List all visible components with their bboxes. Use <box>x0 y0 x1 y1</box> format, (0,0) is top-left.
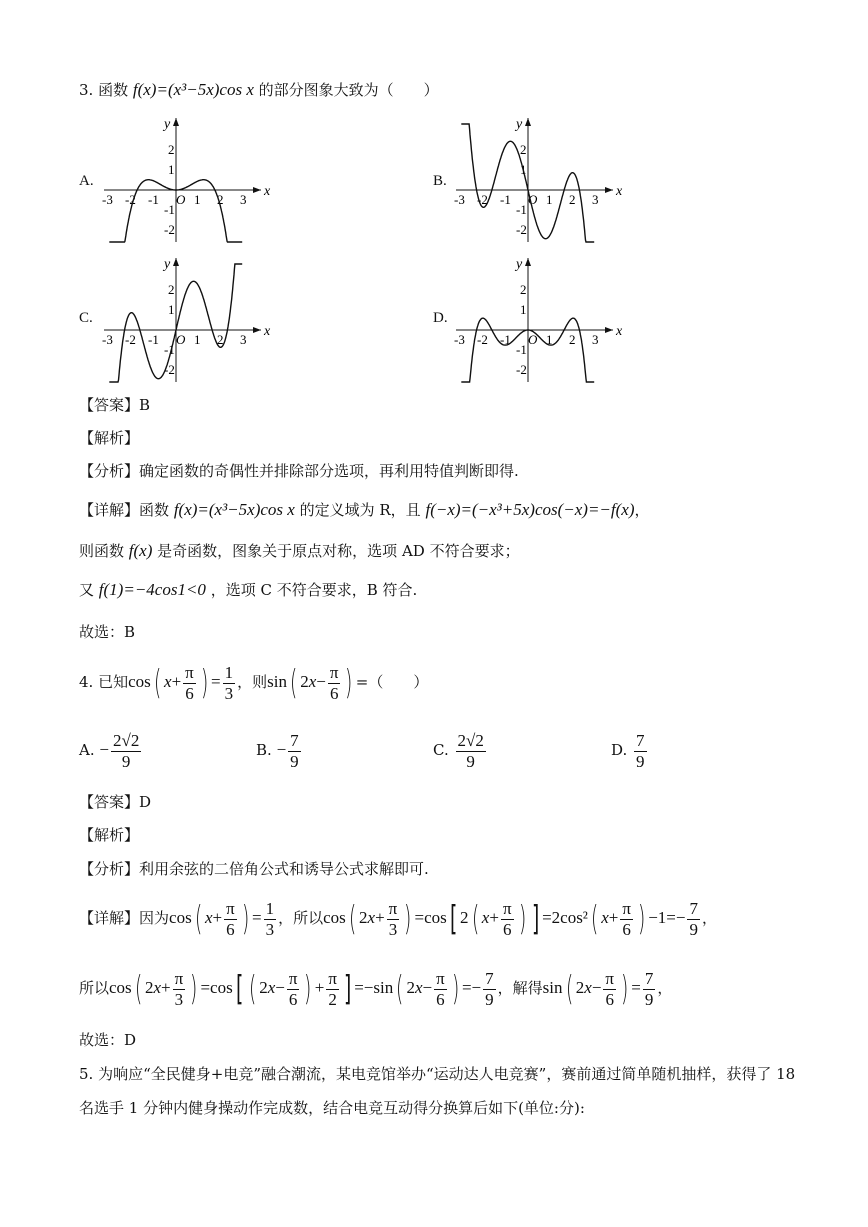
x-tick-label: 3 <box>592 192 599 207</box>
q3-detail1-c: ， <box>634 501 650 519</box>
q3-answer <box>79 395 150 415</box>
q4-answer-value: D <box>139 793 152 811</box>
q3-answer-value: B <box>139 396 151 414</box>
q4-fenxi-tag: 【分析】 <box>79 860 140 878</box>
q4-detail-tag: 【详解】 <box>79 909 140 927</box>
q3-option-c-graph[interactable] <box>96 252 276 387</box>
y-tick-label: -1 <box>164 342 175 357</box>
x-tick-label: -3 <box>102 192 113 207</box>
q3-option-c-label: C. <box>79 310 93 326</box>
x-tick-label: 3 <box>592 332 599 347</box>
q3-detail-3 <box>79 580 417 600</box>
x-tick-label: 2 <box>569 332 576 347</box>
q3-detail-tag: 【详解】 <box>79 501 140 519</box>
y-tick-label: -2 <box>164 222 175 237</box>
q4-option-c-num: 2√2 <box>457 730 484 750</box>
y-tick-label: 1 <box>520 302 527 317</box>
q4-stem-prefix: 4. 已知 <box>79 673 129 691</box>
x-tick-label: 2 <box>217 192 224 207</box>
q3-detail3-formula: f(1)=−4cos1<0 <box>98 580 206 599</box>
x-tick-label: 3 <box>240 192 247 207</box>
q4-option-b-sign: − <box>276 740 287 759</box>
q4-fenxi <box>79 859 429 879</box>
y-tick-label: -1 <box>516 342 527 357</box>
x-tick-label: 1 <box>546 332 553 347</box>
x-tick-label: -3 <box>102 332 113 347</box>
q4-option-c-den: 9 <box>466 751 475 771</box>
q3-answer-tag: 【答案】 <box>79 396 140 414</box>
y-tick-label: 2 <box>520 142 527 157</box>
q4-option-a[interactable] <box>79 730 143 772</box>
q4-option-b-label: B. <box>256 741 272 759</box>
q4-option-b[interactable] <box>256 730 303 772</box>
q3-fenxi-tag: 【分析】 <box>79 462 140 480</box>
x-tick-label: O <box>528 192 538 207</box>
q3-detail3-b: ，选项 C 不符合要求，B 符合. <box>210 581 418 599</box>
x-tick-label: -3 <box>454 332 465 347</box>
x-tick-label: O <box>176 332 186 347</box>
x-arrow-icon <box>605 187 613 193</box>
q3-detail1-b: 的定义域为 R，且 <box>299 501 421 519</box>
x-arrow-icon <box>253 187 261 193</box>
q4-option-d-num: 7 <box>636 730 645 750</box>
q4-option-a-den: 9 <box>121 751 131 771</box>
y-axis-label: y <box>164 257 171 272</box>
q4-stem-mid: ，则 <box>237 673 268 691</box>
y-tick-label: -1 <box>516 202 527 217</box>
y-arrow-icon <box>173 258 179 266</box>
q3-stem-formula: f(x)=(x³−5x)cos x <box>132 80 254 99</box>
x-tick-label: O <box>176 192 186 207</box>
q4-detail-1: 【详解】因为cos( x+ $\frac{\pi}{6}$ ) = $\frac{1}{3}$ ，所以cos( 2x+ $\frac{\pi}{3}$ ) =cos[ 2( x+ $\frac{\pi}{6}$ ) ] =2cos²( x+ $\frac{\pi}{6}$ ) −1=− $\frac{7}{9}$ ， <box>79 898 717 939</box>
y-tick-label: -2 <box>164 362 175 377</box>
q4-stem: 4. 已知cos( x+ $\frac{\pi}{6}$ ) = $\frac{1}{3}$ ，则sin( 2x− $\frac{\pi}{6}$ ) =（ ） <box>79 662 429 703</box>
x-tick-label: 2 <box>217 332 224 347</box>
q4-option-d[interactable] <box>611 730 649 772</box>
x-tick-label: 1 <box>194 192 201 207</box>
q4-fenxi-text: 利用余弦的二倍角公式和诱导公式求解即可. <box>139 860 429 878</box>
q3-detail1-formula2: f(−x)=(−x³+5x)cos(−x)=−f(x) <box>425 500 635 519</box>
x-tick-label: -2 <box>477 192 488 207</box>
x-arrow-icon <box>253 327 261 333</box>
q4-option-b-num: 7 <box>290 730 299 750</box>
q4-option-d-den: 9 <box>636 751 645 771</box>
y-tick-label: 2 <box>168 282 175 297</box>
x-tick-label: 1 <box>546 192 553 207</box>
q4-line2-a: 所以 <box>79 979 110 997</box>
q5-line1: 5. 为响应“全民健身+电竞”融合潮流，某电竞馆举办“运动达人电竞赛”，赛前通过简单随机抽样，获得了 18 <box>79 1065 796 1083</box>
q4-detail1-b: ，所以 <box>278 909 324 927</box>
x-tick-label: -2 <box>477 332 488 347</box>
q4-option-b-den: 9 <box>290 751 299 771</box>
x-tick-label: 2 <box>569 192 576 207</box>
y-tick-label: -2 <box>516 222 527 237</box>
q3-choose: 故选：B <box>79 623 136 641</box>
x-tick-label: 1 <box>194 332 201 347</box>
x-arrow-icon <box>605 327 613 333</box>
x-tick-label: -1 <box>500 332 511 347</box>
y-tick-label: 1 <box>168 302 175 317</box>
x-axis-label: x <box>616 184 623 199</box>
y-axis-label: y <box>164 117 171 132</box>
x-axis-label: x <box>264 324 271 339</box>
q4-option-a-sign: − <box>99 740 109 759</box>
q3-fenxi-text: 确定函数的奇偶性并排除部分选项，再利用特值判断即得. <box>139 462 519 480</box>
q4-stem-suffix: =（ ） <box>355 673 429 691</box>
y-arrow-icon <box>525 118 531 126</box>
q3-option-a-graph[interactable] <box>96 112 276 247</box>
q3-option-d-graph[interactable] <box>448 252 628 387</box>
q4-detail1-a: 因为 <box>139 909 170 927</box>
y-tick-label: 1 <box>520 162 527 177</box>
q3-detail1-a: 函数 <box>139 501 170 519</box>
q3-stem-prefix: 3. 函数 <box>79 81 129 99</box>
q4-line2-b: ，解得 <box>497 979 543 997</box>
q3-detail-1 <box>79 500 650 520</box>
q3-stem <box>79 80 439 100</box>
y-tick-label: 2 <box>168 142 175 157</box>
q3-detail2-b: 是奇函数，图象关于原点对称，选项 AD 不符合要求； <box>157 542 520 560</box>
q3-detail2-formula: f(x) <box>128 541 153 560</box>
q4-option-a-label: A. <box>79 741 95 759</box>
q4-option-c-label: C. <box>433 741 449 759</box>
y-tick-label: -1 <box>164 202 175 217</box>
y-tick-label: 2 <box>520 282 527 297</box>
y-axis-label: y <box>516 117 523 132</box>
q4-choose: 故选：D <box>79 1031 137 1049</box>
x-tick-label: 3 <box>240 332 247 347</box>
q4-detail-2: 所以cos( 2x+ $\frac{\pi}{3}$ ) =cos[ ( 2x− $\frac{\pi}{6}$ ) + $\frac{\pi}{2}$ ] =−sin( 2x− $\frac{\pi}{6}$ ) =− $\frac{7}{9}$ ，解得sin( 2x− $\frac{\pi}{6}$ ) = $\frac{7}{9}$ ， <box>79 968 673 1009</box>
q4-answer <box>79 792 151 812</box>
q3-detail-2 <box>79 541 520 561</box>
y-axis-label: y <box>516 257 523 272</box>
y-tick-label: 1 <box>168 162 175 177</box>
q3-option-d-label: D. <box>433 310 448 326</box>
y-tick-label: -2 <box>516 362 527 377</box>
y-arrow-icon <box>525 258 531 266</box>
q4-answer-tag: 【答案】 <box>79 793 140 811</box>
x-tick-label: -1 <box>148 332 159 347</box>
q5-line2: 名选手 1 分钟内健身操动作完成数，结合电竞互动得分换算后如下(单位:分): <box>79 1099 585 1117</box>
x-axis-label: x <box>264 184 271 199</box>
x-tick-label: -1 <box>500 192 511 207</box>
q3-option-a-label: A. <box>79 173 94 189</box>
x-tick-label: -1 <box>148 192 159 207</box>
q3-detail1-formula1: f(x)=(x³−5x)cos x <box>173 500 295 519</box>
q3-detail2-a: 则函数 <box>79 542 125 560</box>
q3-fenxi <box>79 461 519 481</box>
q3-option-b-graph[interactable] <box>448 112 628 247</box>
q4-option-a-num: 2√2 <box>112 730 140 750</box>
x-tick-label: -3 <box>454 192 465 207</box>
q4-analysis-tag: 【解析】 <box>79 826 140 844</box>
y-arrow-icon <box>173 118 179 126</box>
q4-option-c[interactable] <box>433 730 488 772</box>
x-tick-label: O <box>528 332 538 347</box>
q3-stem-suffix: 的部分图象大致为（ ） <box>258 81 439 99</box>
q3-detail3-a: 又 <box>79 581 95 599</box>
q4-option-d-label: D. <box>611 741 628 759</box>
x-tick-label: -2 <box>125 332 136 347</box>
q3-analysis-tag: 【解析】 <box>79 429 140 447</box>
q3-option-b-label: B. <box>433 173 447 189</box>
x-axis-label: x <box>616 324 623 339</box>
x-tick-label: -2 <box>125 192 136 207</box>
